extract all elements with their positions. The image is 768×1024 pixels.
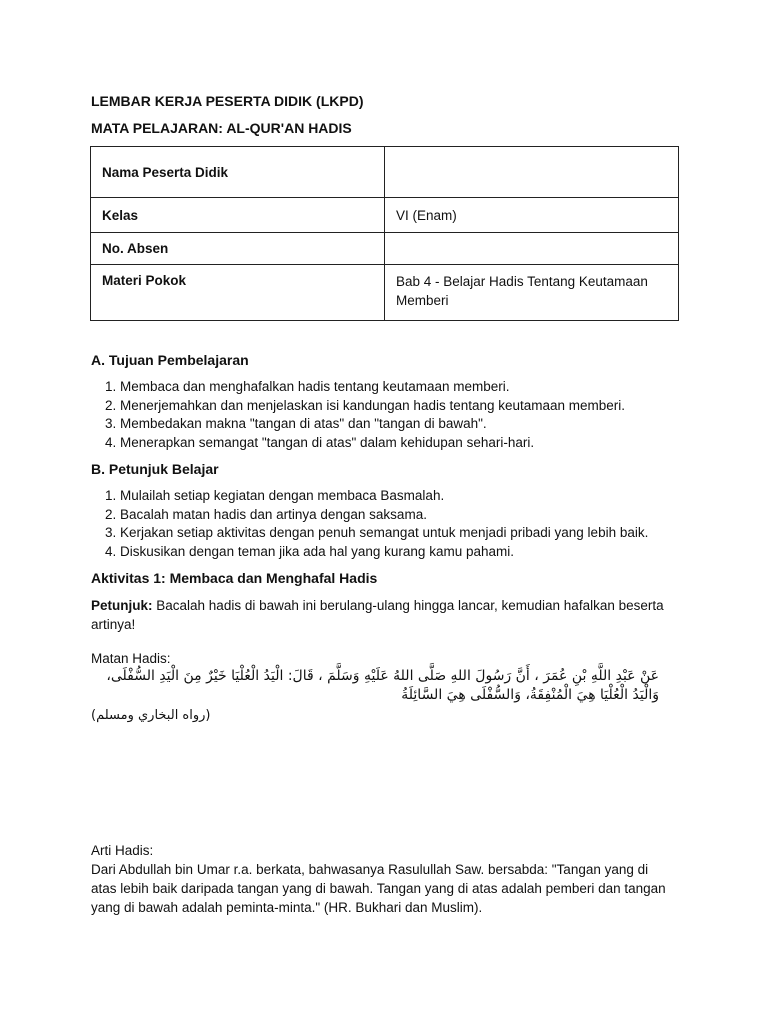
arti-text: Dari Abdullah bin Umar r.a. berkata, bahwasanya Rasulullah Saw. bersabda: "Tangan yang di atas lebih baik daripada tangan yang di bawah. Tangan yang di atas adalah pemberi dan tangan yang di bawah adalah peminta-minta." (HR. Bukhari dan Muslim). xyxy=(91,862,666,915)
materi-label: Materi Pokok xyxy=(91,265,385,321)
absen-label: No. Absen xyxy=(91,233,385,265)
list-item: 4. Diskusikan dengan teman jika ada hal yang kurang kamu pahami. xyxy=(120,543,648,562)
activity1-instruction xyxy=(91,596,691,634)
arti-label: Arti Hadis: xyxy=(91,843,154,858)
section-b-heading: B. Petunjuk Belajar xyxy=(91,461,219,477)
list-item: 2. Menerjemahkan dan menjelaskan isi kandungan hadis tentang keutamaan memberi. xyxy=(120,397,625,416)
table-row xyxy=(91,265,679,321)
table-row xyxy=(91,233,679,265)
absen-value[interactable] xyxy=(385,233,679,265)
instruction-text: Bacalah hadis di bawah ini berulang-ulang hingga lancar, kemudian hafalkan beserta artinya! xyxy=(91,598,664,632)
instruction-label: Petunjuk: xyxy=(91,598,153,613)
matan-arabic: عَنْ عَبْدِ اللَّهِ بْنِ عُمَرَ ، أَنَّ رَسُولَ اللهِ صَلَّى اللهُ عَلَيْهِ وَسَلَّمَ ، قَالَ: الْيَدُ الْعُلْيَا خَيْرٌ مِنَ الْيَدِ السُّفْلَى، وَالْيَدُ الْعُلْيَا هِيَ الْمُنْفِقَةُ، وَالسُّفْلَى هِيَ السَّائِلَةُ xyxy=(106,668,659,703)
class-label: Kelas xyxy=(91,198,385,233)
list-item: 1. Mulailah setiap kegiatan dengan membaca Basmalah. xyxy=(120,487,648,506)
list-item: 4. Menerapkan semangat "tangan di atas" dalam kehidupan sehari-hari. xyxy=(120,434,625,453)
activity1-heading: Aktivitas 1: Membaca dan Menghafal Hadis xyxy=(91,570,378,586)
table-row xyxy=(91,198,679,233)
tujuan-list xyxy=(91,378,625,452)
matan-label: Matan Hadis: xyxy=(91,651,171,666)
materi-value: Bab 4 - Belajar Hadis Tentang Keutamaan Memberi xyxy=(385,265,679,321)
list-item: 3. Membedakan makna "tangan di atas" dan "tangan di bawah". xyxy=(120,415,625,434)
list-item: 1. Membaca dan menghafalkan hadis tentang keutamaan memberi. xyxy=(120,378,625,397)
list-item: 2. Bacalah matan hadis dan artinya dengan saksama. xyxy=(120,506,648,525)
section-a-heading: A. Tujuan Pembelajaran xyxy=(91,352,249,368)
matan-source: (رواه البخاري ومسلم) xyxy=(91,708,211,723)
name-value[interactable] xyxy=(385,147,679,198)
subject-title: MATA PELAJARAN: AL-QUR'AN HADIS xyxy=(91,120,352,136)
class-value: VI (Enam) xyxy=(385,198,679,233)
student-info-table xyxy=(90,146,679,321)
table-row xyxy=(91,147,679,198)
name-label: Nama Peserta Didik xyxy=(91,147,385,198)
petunjuk-list xyxy=(91,487,648,561)
document-title: LEMBAR KERJA PESERTA DIDIK (LKPD) xyxy=(91,93,364,109)
list-item: 3. Kerjakan setiap aktivitas dengan penuh semangat untuk menjadi pribadi yang lebih baik. xyxy=(120,524,648,543)
